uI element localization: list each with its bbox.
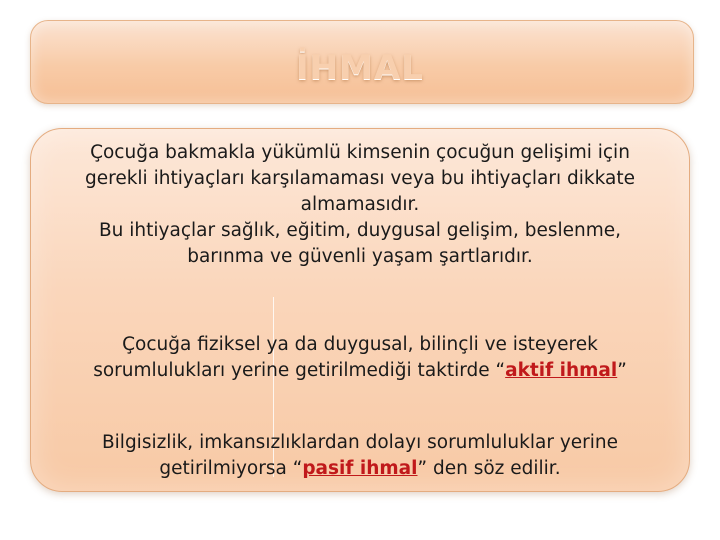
active-neglect-term: aktif ihmal (505, 360, 618, 381)
active-neglect-quote-close: ” (617, 360, 627, 381)
definition-line-2: gerekli ihtiyaçları karşılamaması veya bu ihtiyaçları dikkate (85, 168, 635, 189)
passive-neglect-paragraph (0, 430, 720, 482)
needs-line-2: barınma ve güvenli yaşam şartlarıdır. (187, 246, 533, 267)
active-neglect-paragraph (0, 332, 720, 384)
active-neglect-line-2 (0, 358, 720, 384)
active-neglect-text: sorumlulukları yerine getirilmediği taktirde “ (93, 360, 506, 381)
active-neglect-line-1: Çocuğa fiziksel ya da duygusal, bilinçli ve isteyerek (122, 334, 598, 355)
passive-neglect-text-end: ” den söz edilir. (417, 458, 561, 479)
definition-paragraph (0, 140, 720, 270)
needs-line-1: Bu ihtiyaçlar sağlık, eğitim, duygusal gelişim, beslenme, (98, 220, 622, 241)
definition-line-3: almamasıdır. (300, 194, 420, 215)
definition-line-1: Çocuğa bakmakla yükümlü kimsenin çocuğun gelişimi için (90, 142, 630, 163)
passive-neglect-line-1: Bilgisizlik, imkansızlıklardan dolayı sorumluluklar yerine (101, 432, 619, 453)
passive-neglect-line-2 (0, 456, 720, 482)
slide-title: İHMAL (296, 48, 424, 88)
passive-neglect-text: getirilmiyorsa “ (159, 458, 303, 479)
passive-neglect-term: pasif ihmal (302, 458, 418, 479)
